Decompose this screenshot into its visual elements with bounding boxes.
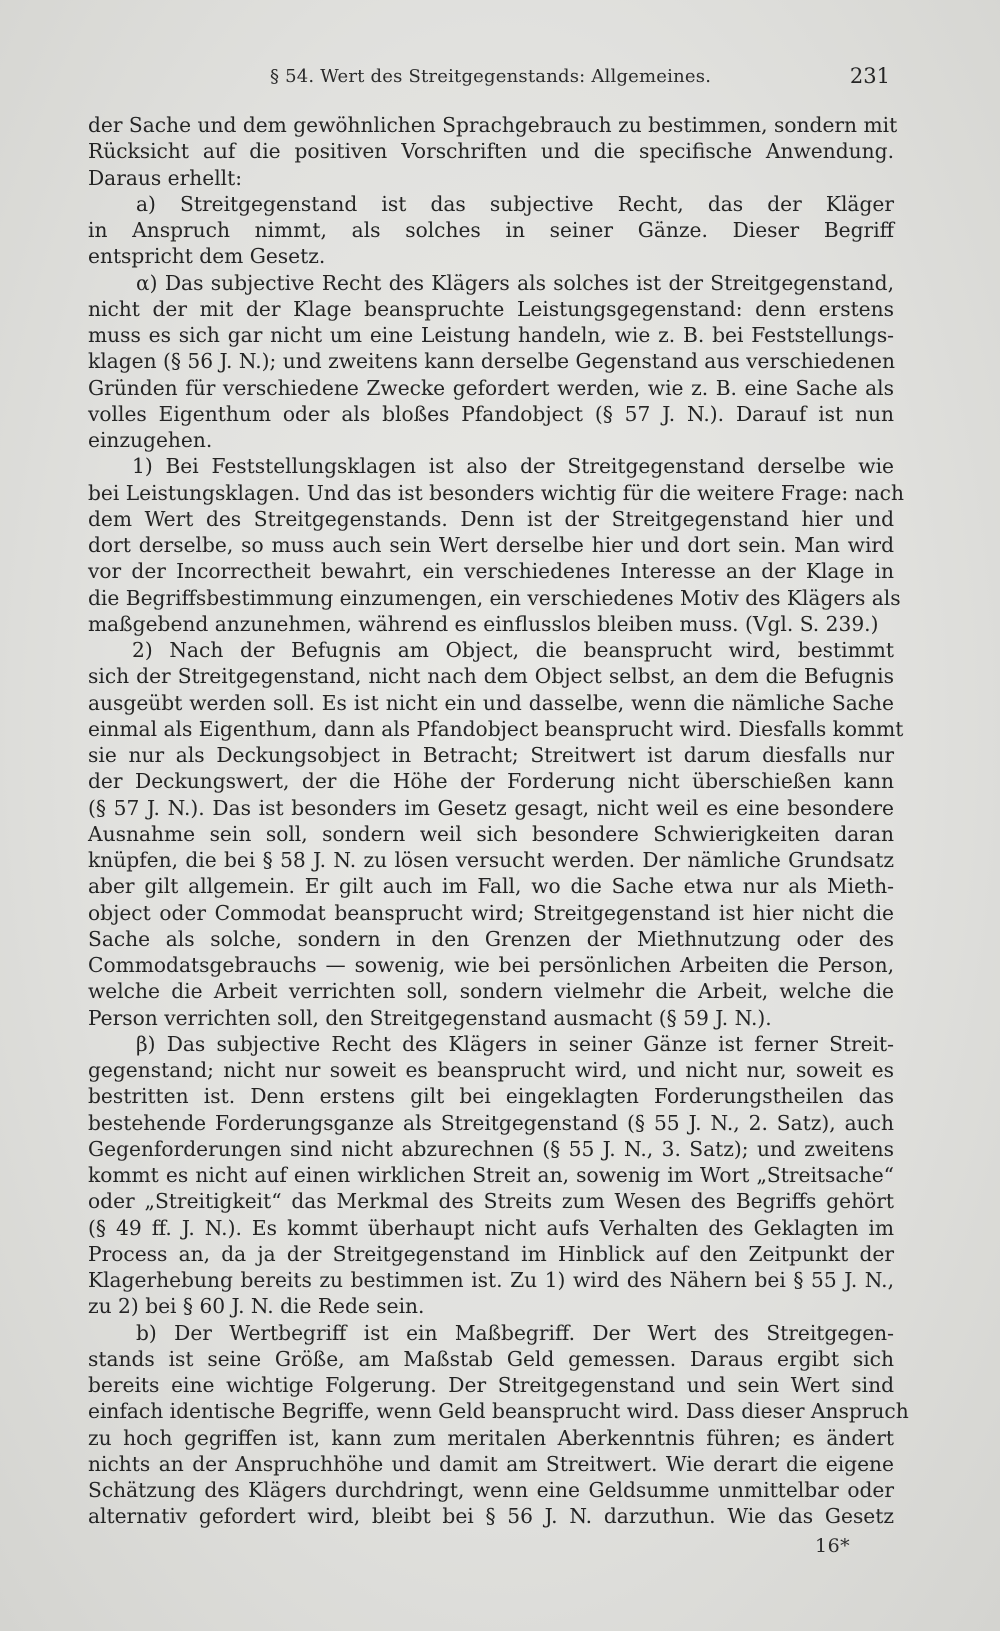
text-line: Sache als solche, sondern in den Grenzen der Miethnutzung oder des [88,926,894,951]
running-head: § 54. Wert des Streitgegenstands: Allgemeines. [270,66,712,87]
text-line: Klagerhebung bereits zu bestimmen ist. Zu 1) wird des Nähern bei § 55 J. N., [88,1268,894,1292]
page-header [88,66,890,96]
text-line: (§ 49 ff. J. N.). Es kommt überhaupt nicht aufs Verhalten des Geklagten im [88,1215,894,1240]
text-line: Gegenforderungen sind nicht abzurechnen (§ 55 J. N., 3. Satz); und zweitens [88,1136,894,1161]
text-line: bei Leistungsklagen. Und das ist besonders wichtig für die weitere Frage: nach [88,480,904,505]
text-line: klagen (§ 56 J. N.); und zweitens kann derselbe Gegenstand aus verschiedenen [88,349,896,374]
text-line: Schätzung des Klägers durchdringt, wenn eine Geldsumme unmittelbar oder [88,1478,894,1502]
text-line: vor der Incorrectheit bewahrt, ein verschiedenes Interesse an der Klage in [88,559,894,584]
text-line: zu 2) bei § 60 J. N. die Rede sein. [88,1294,425,1319]
text-line: (§ 57 J. N.). Das ist besonders im Gesetz gesagt, nicht weil es eine besondere [88,795,894,820]
text-line: gegenstand; nicht nur soweit es beansprucht wird, und nicht nur, soweit es [88,1058,894,1082]
text-line: Daraus erhellt: [88,165,243,190]
text-line: muss es sich gar nicht um eine Leistung handeln, wie z. B. bei Feststellungs- [88,323,894,347]
text-line: einfach identische Begriffe, wenn Geld beansprucht wird. Dass dieser Anspruch [88,1399,909,1424]
text-line: ausgeübt werden soll. Es ist nicht ein und dasselbe, wenn die nämliche Sache [88,690,894,715]
text-line: in Anspruch nimmt, als solches in seiner Gänze. Dieser Begriff [88,218,894,242]
text-line: aber gilt allgemein. Er gilt auch im Fall, wo die Sache etwa nur als Mieth- [88,874,894,899]
text-line: stands ist seine Größe, am Maßstab Geld gemessen. Daraus ergibt sich [88,1346,894,1371]
text-line: Commodatsgebrauchs — sowenig, wie bei persönlichen Arbeiten die Person, [88,953,894,977]
text-line: oder „Streitigkeit“ das Merkmal des Streits zum Wesen des Begriffs gehört [88,1189,894,1214]
text-line: β) Das subjective Recht des Klägers in seiner Gänze ist ferner Streit- [136,1031,894,1056]
text-line: dem Wert des Streitgegenstands. Denn ist der Streitgegenstand hier und [88,506,894,531]
text-line: kommt es nicht auf einen wirklichen Streit an, sowenig im Wort „Streitsache“ [88,1163,894,1187]
section-a-heading: a) Streitgegenstand ist das subjective Recht, das der Kläger [136,191,894,216]
text-line: Rücksicht auf die positiven Vorschriften und die specifische Anwendung. [88,139,894,164]
text-line: welche die Arbeit verrichten soll, sondern vielmehr die Arbeit, welche die [88,979,894,1004]
text-line: dort derselbe, so muss auch sein Wert derselbe hier und dort sein. Man wird [88,533,894,557]
text-line: bestritten ist. Denn erstens gilt bei eingeklagten Forderungstheilen das [88,1084,894,1109]
body-text [88,112,909,1530]
text-line: bestehende Forderungsganze als Streitgegenstand (§ 55 J. N., 2. Satz), auch [88,1110,894,1135]
text-line: einzugehen. [88,428,213,452]
text-line: zu hoch gegriffen ist, kann zum meritalen Aberkenntnis führen; es ändert [88,1425,894,1450]
text-line: Person verrichten soll, den Streitgegenstand ausmacht (§ 59 J. N.). [88,1005,772,1030]
text-line: volles Eigenthum oder als bloßes Pfandobject (§ 57 J. N.). Darauf ist nun [88,401,894,426]
text-line: sich der Streitgegenstand, nicht nach dem Object selbst, an dem die Befugnis [88,664,894,689]
text-line: knüpfen, die bei § 58 J. N. zu lösen versucht werden. Der nämliche Grundsatz [88,848,894,872]
text-line: Process an, da ja der Streitgegenstand im Hinblick auf den Zeitpunkt der [88,1241,894,1266]
text-line: 2) Nach der Befugnis am Object, die beansprucht wird, bestimmt [132,638,894,662]
page-number: 231 [849,64,890,88]
text-line: alternativ gefordert wird, bleibt bei § 56 J. N. darzuthun. Wie das Gesetz [88,1504,894,1529]
text-line: der Deckungswert, der die Höhe der Forderung nicht überschießen kann [88,769,894,794]
text-line: object oder Commodat beansprucht wird; Streitgegenstand ist hier nicht die [88,900,894,925]
text-line: die Begriffsbestimmung einzumengen, ein verschiedenes Motiv des Klägers als [88,585,901,610]
section-b-heading: b) Der Wertbegriff ist ein Maßbegriff. Der Wert des Streitgegen- [136,1320,894,1345]
text-line: Ausnahme sein soll, sondern weil sich besondere Schwierigkeiten daran [88,821,894,846]
text-line: der Sache und dem gewöhnlichen Sprachgebrauch zu bestimmen, sondern mit [88,113,898,137]
text-line: einmal als Eigenthum, dann als Pfandobject beansprucht wird. Diesfalls kommt [88,716,904,741]
signature-mark: 16* [815,1535,851,1557]
text-line: Gründen für verschiedene Zwecke gefordert werden, wie z. B. eine Sache als [88,375,894,400]
text-line: sie nur als Deckungsobject in Betracht; Streitwert ist darum diesfalls nur [88,743,894,767]
text-line: bereits eine wichtige Folgerung. Der Streitgegenstand und sein Wert sind [88,1373,894,1397]
text-line: 1) Bei Feststellungsklagen ist also der Streitgegenstand derselbe wie [132,454,894,479]
text-line: α) Das subjective Recht des Klägers als solches ist der Streitgegenstand, [136,270,894,295]
text-line: maßgebend anzunehmen, während es einflusslos bleiben muss. (Vgl. S. 239.) [88,611,879,636]
text-line: entspricht dem Gesetz. [88,244,326,269]
text-line: nichts an der Anspruchhöhe und damit am Streitwert. Wie derart die eigene [88,1451,894,1476]
text-line: nicht der mit der Klage beanspruchte Leistungsgegenstand: denn erstens [88,296,894,321]
